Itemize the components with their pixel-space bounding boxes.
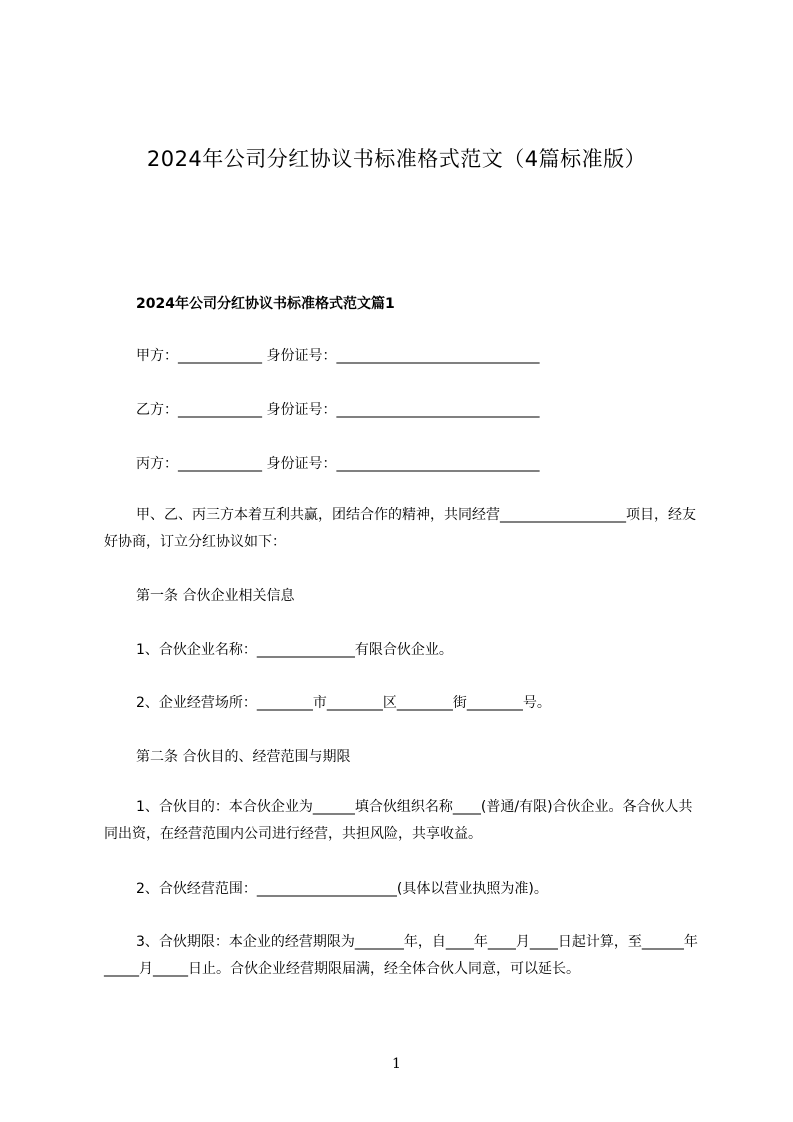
party-c-line: 丙方：____________ 身份证号：_____________________________: [136, 456, 540, 472]
article1-title: 第一条 合伙企业相关信息: [136, 588, 295, 604]
page-number: 1: [392, 1056, 401, 1072]
party-a-line: 甲方：____________ 身份证号：_____________________________: [136, 348, 540, 364]
article1-item1: 1、合伙企业名称：______________有限合伙企业。: [136, 642, 453, 658]
article2-title: 第二条 合伙目的、经营范围与期限: [136, 749, 351, 765]
page-title: 2024年公司分红协议书标准格式范文（4篇标准版）: [146, 147, 647, 171]
article2-item3: 3、合伙期限：本企业的经营期限为_______年，自____年____月____日起计算，至______年_____月_____日止。合伙企业经营期限届满，经全体合伙人同意，可以延长。: [104, 934, 698, 977]
article1-item2: 2、企业经营场所：________市________区________街________号。: [136, 695, 551, 711]
intro-paragraph: 甲、乙、丙三方本着互利共赢，团结合作的精神，共同经营__________________项目，经友好协商，订立分红协议如下：: [104, 507, 696, 550]
section-heading: 2024年公司分红协议书标准格式范文篇1: [136, 296, 395, 312]
party-b-line: 乙方：____________ 身份证号：_____________________________: [136, 402, 540, 418]
article2-item2: 2、合伙经营范围：____________________(具体以营业执照为准)。: [136, 881, 548, 897]
article2-item1: 1、合伙目的：本合伙企业为______填合伙组织名称____(普通/有限)合伙企业。各合伙人共同出资，在经营范围内公司进行经营，共担风险，共享收益。: [104, 799, 693, 842]
